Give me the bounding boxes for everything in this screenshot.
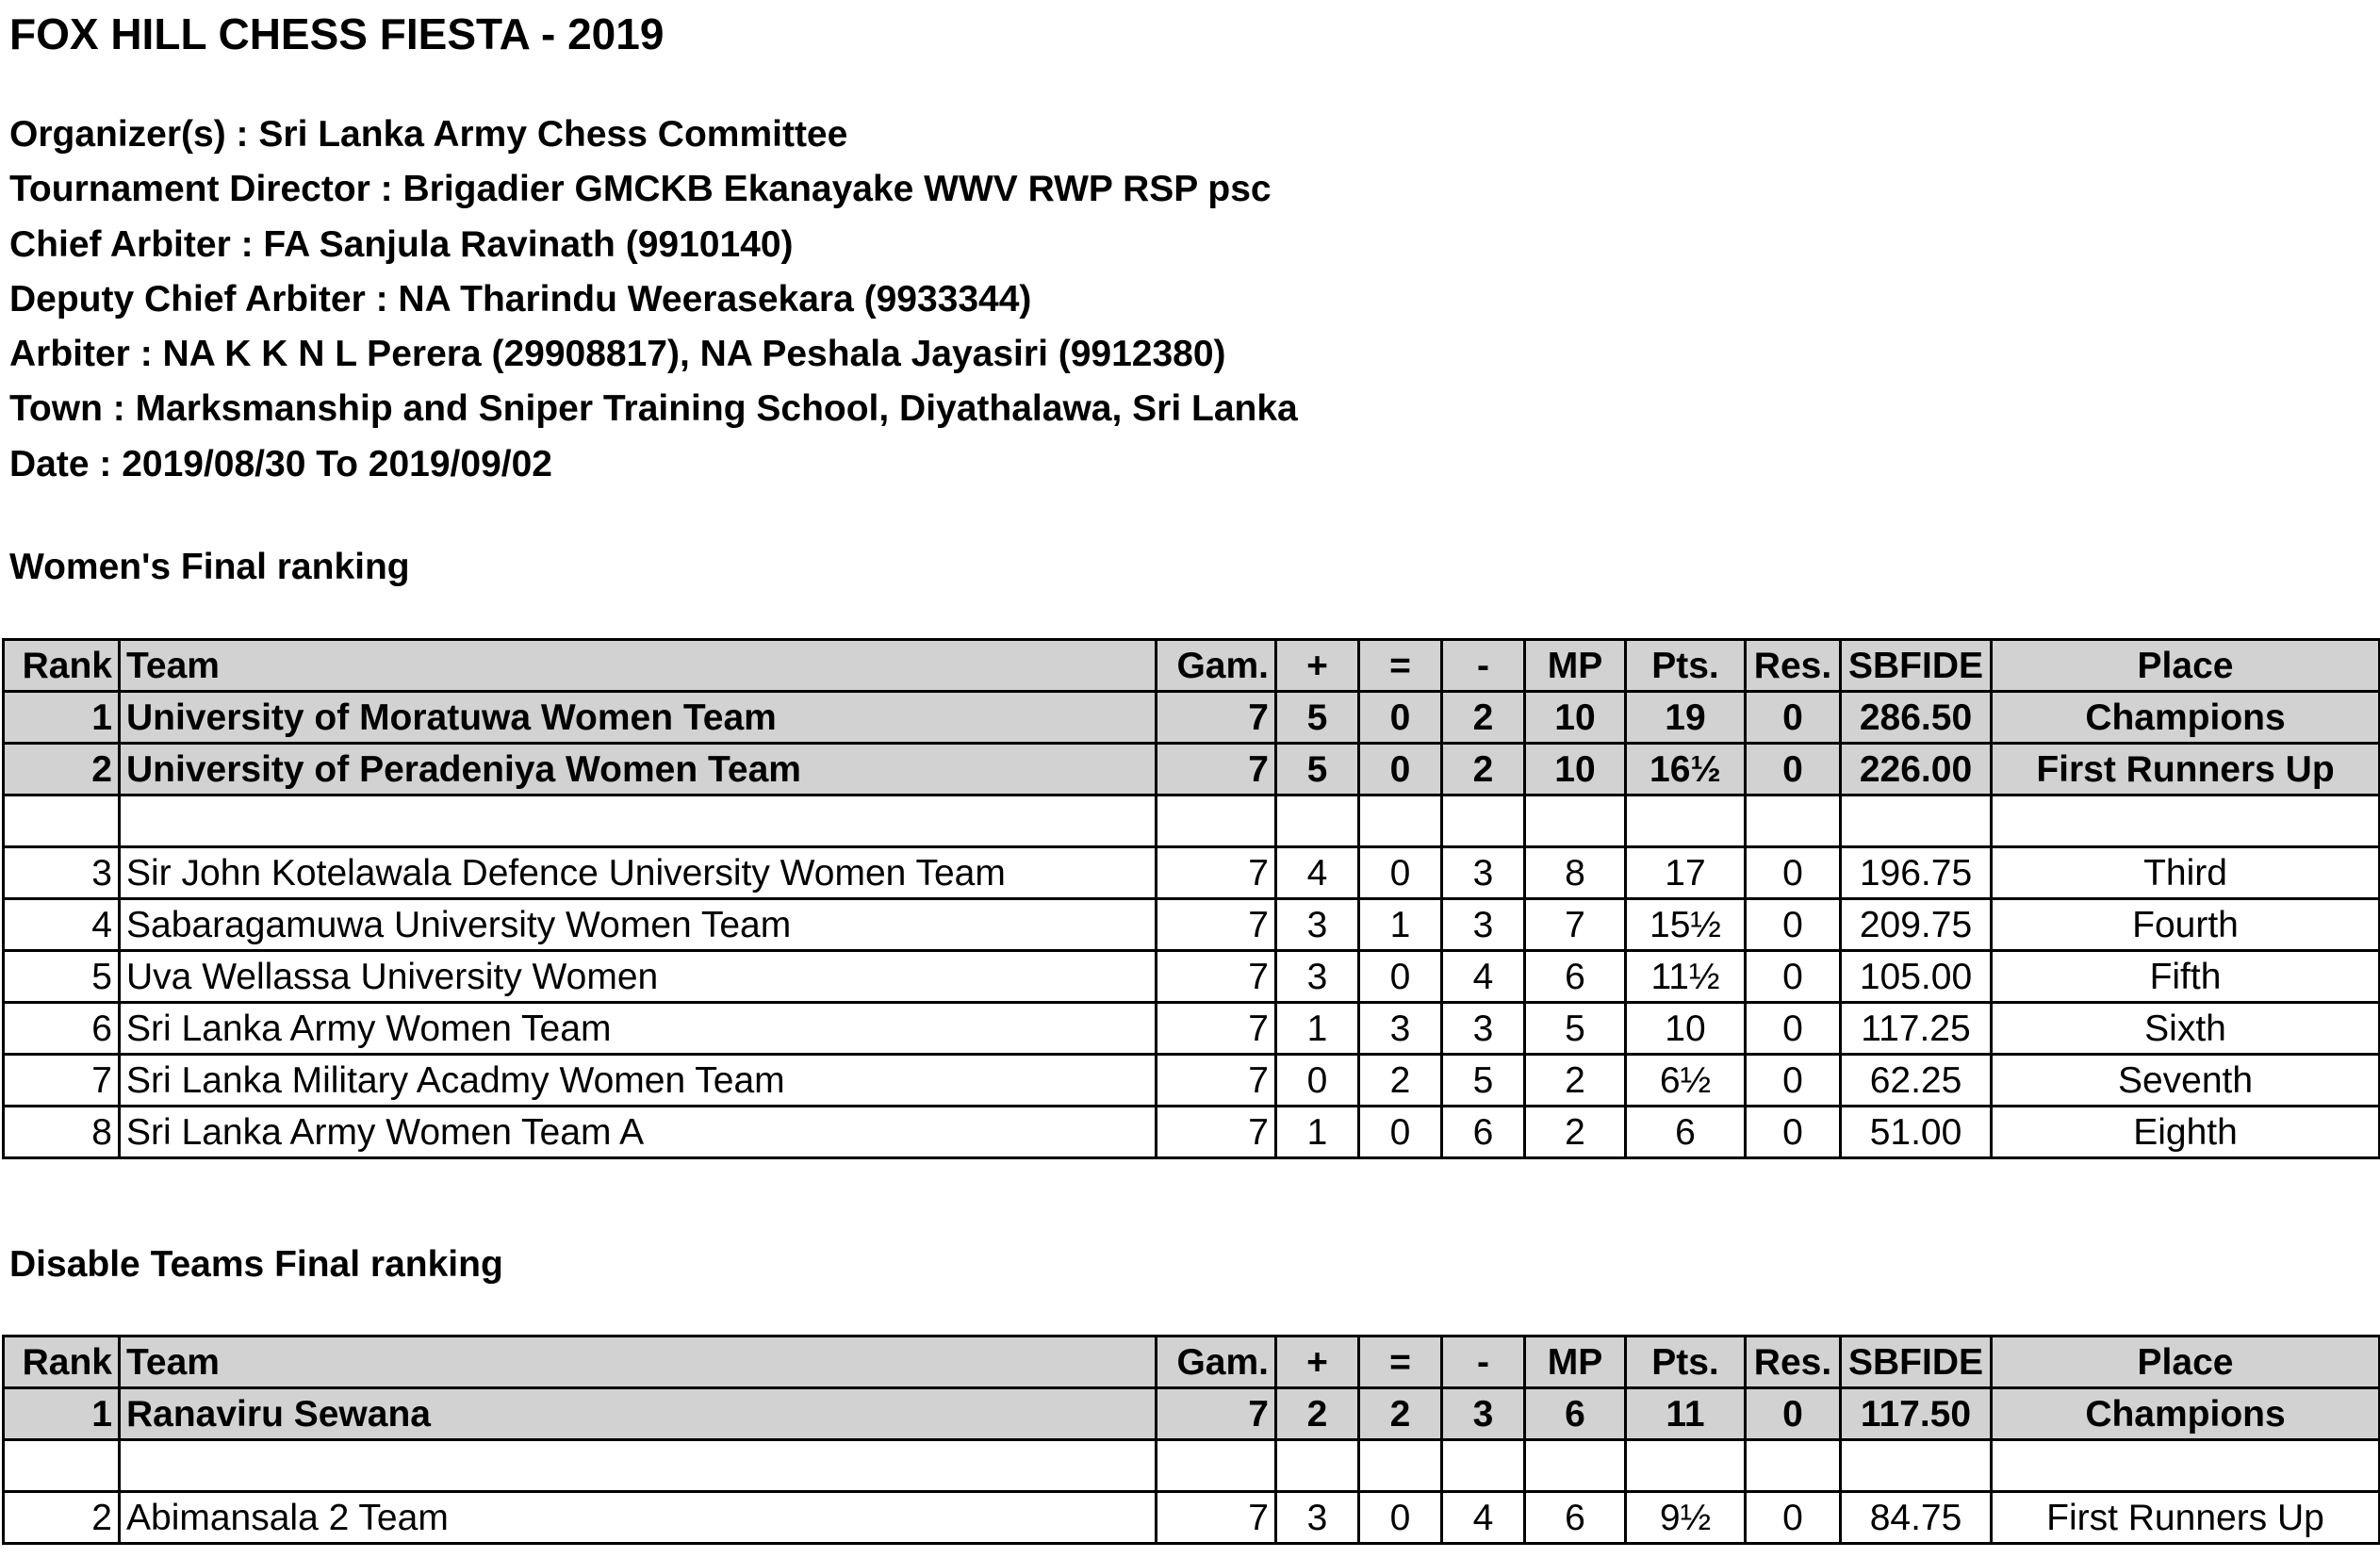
cell-place: Eighth <box>1992 1107 2380 1158</box>
cell-losses: 6 <box>1442 1107 1525 1158</box>
cell-rank: 1 <box>4 1388 120 1440</box>
cell-games: 7 <box>1157 692 1276 744</box>
deputy-arbiter-line: Deputy Chief Arbiter : NA Tharindu Weerasekara (9933344) <box>9 278 1032 320</box>
cell-team: University of Moratuwa Women Team <box>120 692 1157 744</box>
cell-team: Sri Lanka Military Acadmy Women Team <box>120 1055 1157 1107</box>
table-row <box>4 951 2380 1003</box>
cell-sbfide: 51.00 <box>1841 1107 1992 1158</box>
cell-rank: 5 <box>4 951 120 1003</box>
column-header-wins: + <box>1276 1337 1359 1388</box>
cell-result: 0 <box>1746 899 1841 951</box>
cell-sbfide: 286.50 <box>1841 692 1992 744</box>
cell-result <box>1746 1440 1841 1492</box>
column-header-place: Place <box>1992 640 2380 692</box>
cell-result: 0 <box>1746 1492 1841 1544</box>
cell-games: 7 <box>1157 847 1276 899</box>
column-header-match-points: MP <box>1525 1337 1626 1388</box>
cell-points: 9½ <box>1626 1492 1746 1544</box>
cell-wins: 3 <box>1276 951 1359 1003</box>
cell-match-points: 6 <box>1525 1492 1626 1544</box>
cell-result: 0 <box>1746 1003 1841 1055</box>
cell-games: 7 <box>1157 1003 1276 1055</box>
table-row <box>4 744 2380 795</box>
cell-losses <box>1442 795 1525 847</box>
column-header-draws: = <box>1359 1337 1442 1388</box>
cell-result: 0 <box>1746 692 1841 744</box>
cell-draws: 0 <box>1359 692 1442 744</box>
table-row <box>4 1107 2380 1158</box>
cell-rank <box>4 795 120 847</box>
cell-result: 0 <box>1746 1388 1841 1440</box>
cell-match-points: 2 <box>1525 1055 1626 1107</box>
chief-arbiter-line: Chief Arbiter : FA Sanjula Ravinath (9910140) <box>9 223 794 265</box>
arbiter-line: Arbiter : NA K K N L Perera (29908817), NA Peshala Jayasiri (9912380) <box>9 334 1226 375</box>
cell-losses: 3 <box>1442 899 1525 951</box>
cell-wins: 4 <box>1276 847 1359 899</box>
cell-sbfide: 226.00 <box>1841 744 1992 795</box>
cell-games: 7 <box>1157 744 1276 795</box>
date-line: Date : 2019/08/30 To 2019/09/02 <box>9 443 552 484</box>
cell-draws: 2 <box>1359 1388 1442 1440</box>
cell-team: Sri Lanka Army Women Team A <box>120 1107 1157 1158</box>
table-row <box>4 692 2380 744</box>
cell-points: 11½ <box>1626 951 1746 1003</box>
cell-draws <box>1359 1440 1442 1492</box>
column-header-losses: - <box>1442 640 1525 692</box>
cell-games: 7 <box>1157 1107 1276 1158</box>
cell-games: 7 <box>1157 1388 1276 1440</box>
cell-team: Sri Lanka Army Women Team <box>120 1003 1157 1055</box>
cell-team: Ranaviru Sewana <box>120 1388 1157 1440</box>
cell-rank: 1 <box>4 692 120 744</box>
cell-match-points: 8 <box>1525 847 1626 899</box>
women-section-heading: Women's Final ranking <box>9 547 410 587</box>
column-header-team: Team <box>120 640 1157 692</box>
column-header-result: Res. <box>1746 1337 1841 1388</box>
table-row <box>4 1055 2380 1107</box>
cell-wins: 0 <box>1276 1055 1359 1107</box>
column-header-rank: Rank <box>4 640 120 692</box>
column-header-points: Pts. <box>1626 640 1746 692</box>
cell-points <box>1626 1440 1746 1492</box>
cell-team: Uva Wellassa University Women <box>120 951 1157 1003</box>
cell-draws: 0 <box>1359 1107 1442 1158</box>
cell-losses: 2 <box>1442 744 1525 795</box>
cell-rank: 8 <box>4 1107 120 1158</box>
cell-wins: 5 <box>1276 744 1359 795</box>
column-header-points: Pts. <box>1626 1337 1746 1388</box>
cell-draws: 0 <box>1359 744 1442 795</box>
cell-wins: 1 <box>1276 1003 1359 1055</box>
cell-wins: 2 <box>1276 1388 1359 1440</box>
cell-team: Sabaragamuwa University Women Team <box>120 899 1157 951</box>
cell-games: 7 <box>1157 951 1276 1003</box>
cell-rank: 2 <box>4 1492 120 1544</box>
cell-draws: 0 <box>1359 847 1442 899</box>
cell-wins: 1 <box>1276 1107 1359 1158</box>
table-row <box>4 1003 2380 1055</box>
cell-result: 0 <box>1746 1055 1841 1107</box>
cell-points <box>1626 795 1746 847</box>
cell-draws: 0 <box>1359 951 1442 1003</box>
cell-team <box>120 1440 1157 1492</box>
column-header-rank: Rank <box>4 1337 120 1388</box>
cell-losses: 2 <box>1442 692 1525 744</box>
cell-rank: 4 <box>4 899 120 951</box>
cell-team: Abimansala 2 Team <box>120 1492 1157 1544</box>
cell-match-points <box>1525 1440 1626 1492</box>
cell-result: 0 <box>1746 951 1841 1003</box>
cell-place: Champions <box>1992 692 2380 744</box>
column-header-games: Gam. <box>1157 1337 1276 1388</box>
cell-sbfide: 196.75 <box>1841 847 1992 899</box>
column-header-result: Res. <box>1746 640 1841 692</box>
cell-points: 19 <box>1626 692 1746 744</box>
cell-sbfide: 117.50 <box>1841 1388 1992 1440</box>
cell-losses: 3 <box>1442 847 1525 899</box>
disable-section-heading: Disable Teams Final ranking <box>9 1244 503 1285</box>
cell-losses: 3 <box>1442 1388 1525 1440</box>
town-line: Town : Marksmanship and Sniper Training School, Diyathalawa, Sri Lanka <box>9 388 1298 430</box>
cell-points: 15½ <box>1626 899 1746 951</box>
cell-points: 10 <box>1626 1003 1746 1055</box>
cell-wins: 3 <box>1276 899 1359 951</box>
cell-place: Champions <box>1992 1388 2380 1440</box>
cell-match-points: 5 <box>1525 1003 1626 1055</box>
cell-losses: 4 <box>1442 1492 1525 1544</box>
cell-draws: 2 <box>1359 1055 1442 1107</box>
cell-sbfide: 209.75 <box>1841 899 1992 951</box>
cell-place <box>1992 1440 2380 1492</box>
table-row <box>4 1492 2380 1544</box>
cell-match-points: 2 <box>1525 1107 1626 1158</box>
column-header-wins: + <box>1276 640 1359 692</box>
column-header-games: Gam. <box>1157 640 1276 692</box>
cell-place: Third <box>1992 847 2380 899</box>
cell-wins: 5 <box>1276 692 1359 744</box>
disable-ranking-table <box>2 1335 2380 1545</box>
cell-points: 16½ <box>1626 744 1746 795</box>
cell-games: 7 <box>1157 899 1276 951</box>
column-header-draws: = <box>1359 640 1442 692</box>
column-header-team: Team <box>120 1337 1157 1388</box>
cell-team: University of Peradeniya Women Team <box>120 744 1157 795</box>
table-header-row <box>4 1337 2380 1388</box>
cell-points: 6½ <box>1626 1055 1746 1107</box>
cell-result: 0 <box>1746 1107 1841 1158</box>
director-line: Tournament Director : Brigadier GMCKB Ekanayake WWV RWP RSP psc <box>9 169 1272 210</box>
column-header-place: Place <box>1992 1337 2380 1388</box>
cell-match-points: 10 <box>1525 692 1626 744</box>
column-header-match-points: MP <box>1525 640 1626 692</box>
cell-rank: 6 <box>4 1003 120 1055</box>
cell-rank: 7 <box>4 1055 120 1107</box>
cell-draws: 3 <box>1359 1003 1442 1055</box>
cell-place: Fifth <box>1992 951 2380 1003</box>
table-row <box>4 899 2380 951</box>
cell-match-points: 6 <box>1525 951 1626 1003</box>
empty-row <box>4 795 2380 847</box>
table-header-row <box>4 640 2380 692</box>
cell-points: 6 <box>1626 1107 1746 1158</box>
cell-place: Sixth <box>1992 1003 2380 1055</box>
cell-match-points: 7 <box>1525 899 1626 951</box>
cell-sbfide <box>1841 795 1992 847</box>
cell-result: 0 <box>1746 847 1841 899</box>
organizer-line: Organizer(s) : Sri Lanka Army Chess Committee <box>9 114 848 155</box>
cell-wins <box>1276 1440 1359 1492</box>
cell-place <box>1992 795 2380 847</box>
cell-sbfide: 62.25 <box>1841 1055 1992 1107</box>
cell-rank: 2 <box>4 744 120 795</box>
cell-place: First Runners Up <box>1992 1492 2380 1544</box>
cell-losses: 5 <box>1442 1055 1525 1107</box>
women-ranking-table <box>2 638 2380 1159</box>
cell-place: First Runners Up <box>1992 744 2380 795</box>
cell-points: 11 <box>1626 1388 1746 1440</box>
cell-place: Fourth <box>1992 899 2380 951</box>
table-row <box>4 1388 2380 1440</box>
cell-team <box>120 795 1157 847</box>
cell-games: 7 <box>1157 1055 1276 1107</box>
cell-sbfide <box>1841 1440 1992 1492</box>
cell-draws <box>1359 795 1442 847</box>
cell-sbfide: 84.75 <box>1841 1492 1992 1544</box>
column-header-sbfide: SBFIDE <box>1841 640 1992 692</box>
cell-rank: 3 <box>4 847 120 899</box>
cell-wins <box>1276 795 1359 847</box>
cell-match-points <box>1525 795 1626 847</box>
cell-draws: 1 <box>1359 899 1442 951</box>
cell-games: 7 <box>1157 1492 1276 1544</box>
page-title: FOX HILL CHESS FIESTA - 2019 <box>9 9 665 58</box>
table-row <box>4 847 2380 899</box>
cell-losses <box>1442 1440 1525 1492</box>
cell-rank <box>4 1440 120 1492</box>
cell-games <box>1157 795 1276 847</box>
tournament-info <box>9 107 1298 492</box>
cell-place: Seventh <box>1992 1055 2380 1107</box>
cell-result: 0 <box>1746 744 1841 795</box>
cell-points: 17 <box>1626 847 1746 899</box>
cell-wins: 3 <box>1276 1492 1359 1544</box>
column-header-sbfide: SBFIDE <box>1841 1337 1992 1388</box>
cell-losses: 3 <box>1442 1003 1525 1055</box>
cell-match-points: 10 <box>1525 744 1626 795</box>
column-header-losses: - <box>1442 1337 1525 1388</box>
cell-games <box>1157 1440 1276 1492</box>
empty-row <box>4 1440 2380 1492</box>
cell-losses: 4 <box>1442 951 1525 1003</box>
cell-draws: 0 <box>1359 1492 1442 1544</box>
cell-result <box>1746 795 1841 847</box>
cell-match-points: 6 <box>1525 1388 1626 1440</box>
cell-team: Sir John Kotelawala Defence University Women Team <box>120 847 1157 899</box>
cell-sbfide: 117.25 <box>1841 1003 1992 1055</box>
cell-sbfide: 105.00 <box>1841 951 1992 1003</box>
